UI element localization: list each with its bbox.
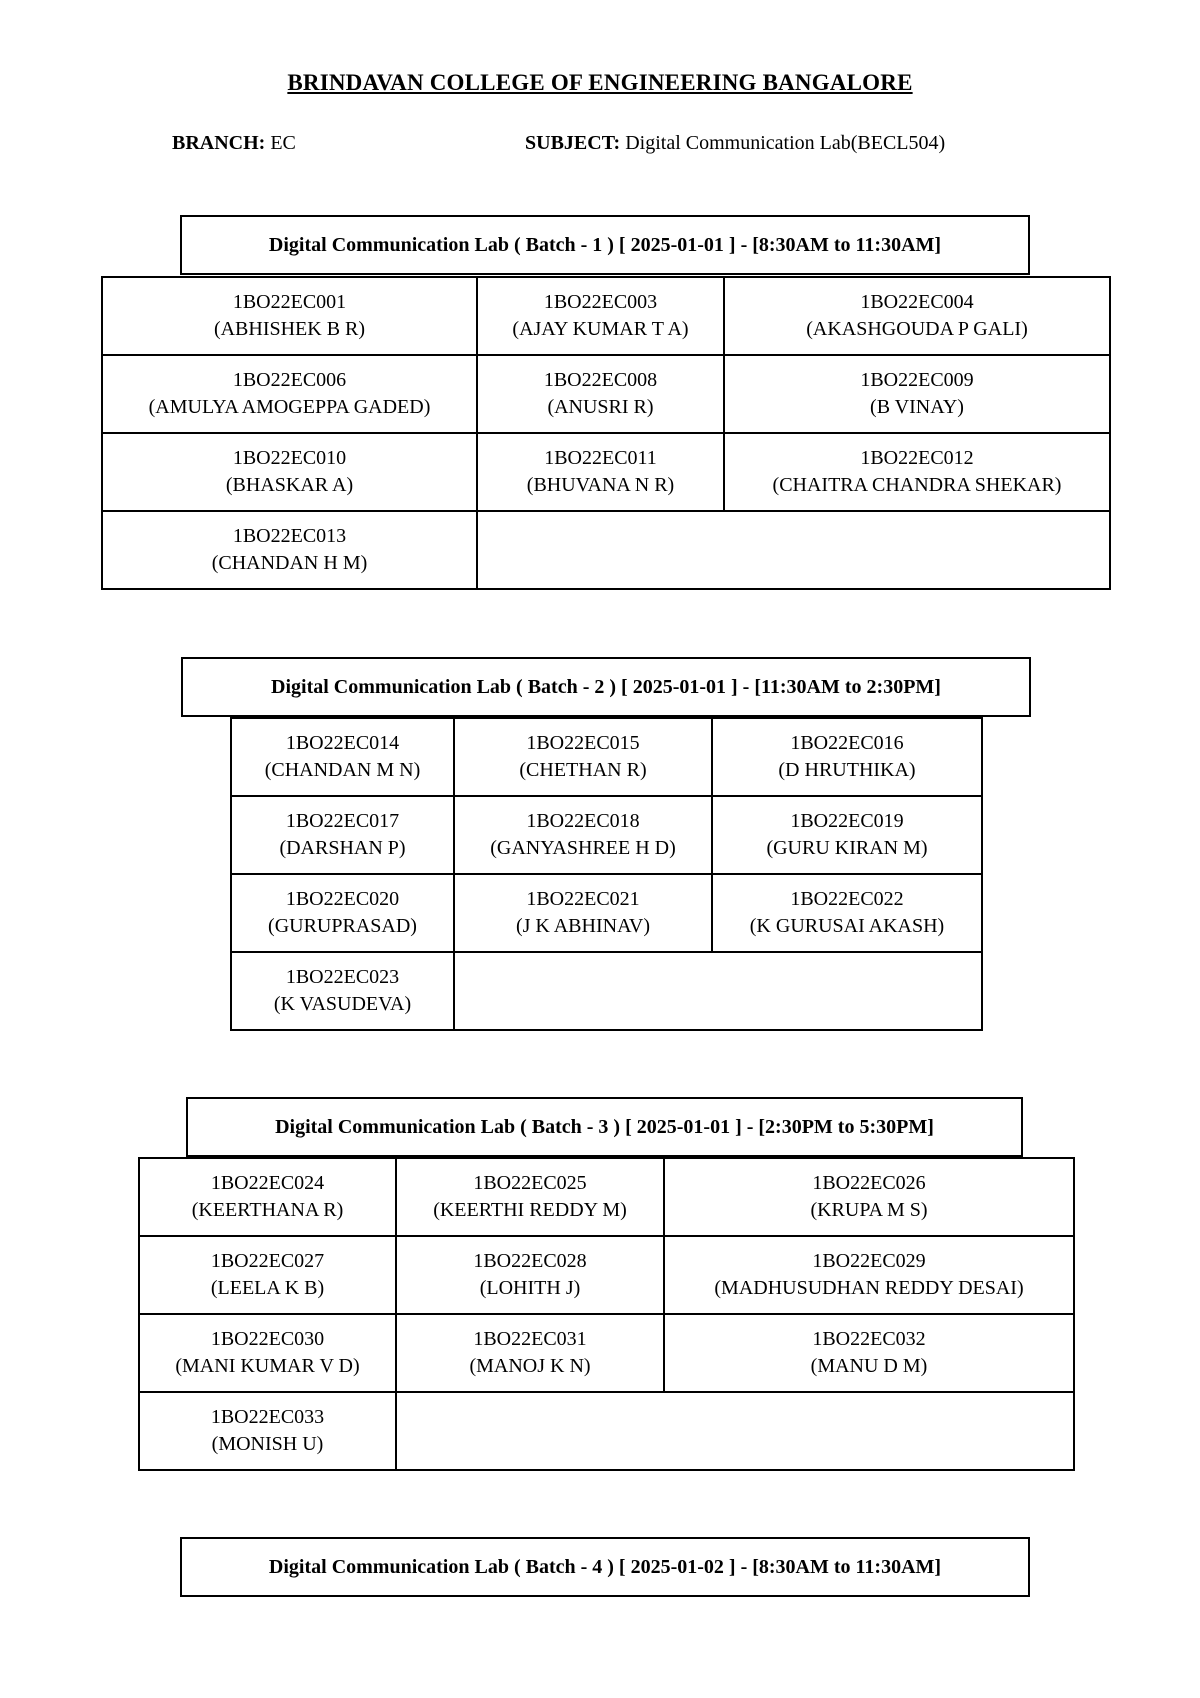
student-cell (664, 1158, 1074, 1236)
student-cell (139, 1314, 396, 1392)
student-usn: 1BO22EC026 (812, 1172, 926, 1194)
student-usn: 1BO22EC001 (232, 291, 347, 313)
table-row (102, 433, 1110, 511)
student-name: (B VINAY) (870, 396, 964, 418)
student-name: (LOHITH J) (479, 1277, 581, 1299)
student-name: (ABHISHEK B R) (213, 318, 366, 340)
student-name: (K VASUDEVA) (273, 993, 412, 1015)
batch-2-roster (230, 717, 983, 1031)
student-name: (GANYASHREE H D) (490, 837, 676, 859)
student-usn: 1BO22EC030 (210, 1328, 325, 1350)
table-row (231, 718, 982, 796)
student-usn: 1BO22EC015 (526, 732, 640, 754)
student-name: (MADHUSUDHAN REDDY DESAI) (714, 1277, 1024, 1299)
student-usn: 1BO22EC019 (790, 810, 904, 832)
student-cell (396, 1236, 664, 1314)
batch-1-title: Digital Communication Lab ( Batch - 1 ) [ 2025-01-01 ] - [8:30AM to 11:30AM] (180, 215, 1030, 275)
batch-2-title: Digital Communication Lab ( Batch - 2 ) [ 2025-01-01 ] - [11:30AM to 2:30PM] (181, 657, 1031, 717)
student-usn: 1BO22EC013 (232, 525, 347, 547)
student-name: (KEERTHANA R) (191, 1199, 344, 1221)
batch-3-title: Digital Communication Lab ( Batch - 3 ) [ 2025-01-01 ] - [2:30PM to 5:30PM] (186, 1097, 1023, 1157)
table-row (139, 1392, 1074, 1470)
subject-value: Digital Communication Lab(BECL504) (625, 132, 946, 154)
table-row (231, 952, 982, 1030)
student-name: (CHANDAN M N) (264, 759, 421, 781)
student-cell (396, 1158, 664, 1236)
student-cell (454, 874, 712, 952)
student-cell (664, 1236, 1074, 1314)
table-row (102, 277, 1110, 355)
student-cell (664, 1314, 1074, 1392)
student-cell (231, 718, 454, 796)
student-cell (102, 355, 477, 433)
student-cell (454, 718, 712, 796)
student-cell (139, 1236, 396, 1314)
student-cell (231, 874, 454, 952)
student-name: (J K ABHINAV) (515, 915, 651, 937)
student-cell (712, 718, 982, 796)
table-row (139, 1158, 1074, 1236)
student-name: (AMULYA AMOGEPPA GADED) (148, 396, 431, 418)
student-name: (K GURUSAI AKASH) (749, 915, 945, 937)
table-row (231, 796, 982, 874)
student-usn: 1BO22EC029 (812, 1250, 926, 1272)
subject-label: SUBJECT: (525, 132, 621, 154)
student-name: (GURU KIRAN M) (766, 837, 928, 859)
student-name: (BHASKAR A) (225, 474, 354, 496)
student-usn: 1BO22EC032 (812, 1328, 926, 1350)
table-row (139, 1236, 1074, 1314)
student-usn: 1BO22EC003 (543, 291, 658, 313)
student-cell (102, 433, 477, 511)
student-name: (MONISH U) (211, 1433, 324, 1455)
student-cell (139, 1392, 396, 1470)
student-name: (MANU D M) (810, 1355, 928, 1377)
empty-cell (396, 1392, 1074, 1470)
student-name: (D HRUTHIKA) (778, 759, 916, 781)
college-title: BRINDAVAN COLLEGE OF ENGINEERING BANGALORE (287, 70, 913, 95)
student-name: (BHUVANA N R) (526, 474, 675, 496)
student-cell (477, 355, 724, 433)
batch-4-title: Digital Communication Lab ( Batch - 4 ) [ 2025-01-02 ] - [8:30AM to 11:30AM] (180, 1537, 1030, 1597)
table-row (139, 1314, 1074, 1392)
student-usn: 1BO22EC022 (790, 888, 904, 910)
student-usn: 1BO22EC023 (285, 966, 400, 988)
student-usn: 1BO22EC028 (473, 1250, 587, 1272)
branch-label: BRANCH: (172, 132, 266, 154)
student-cell (396, 1314, 664, 1392)
student-usn: 1BO22EC024 (210, 1172, 325, 1194)
branch-line (172, 132, 296, 155)
student-cell (102, 277, 477, 355)
student-usn: 1BO22EC011 (544, 447, 657, 469)
student-usn: 1BO22EC017 (285, 810, 400, 832)
student-name: (CHANDAN H M) (211, 552, 368, 574)
student-cell (724, 277, 1110, 355)
student-cell (724, 433, 1110, 511)
student-cell (477, 433, 724, 511)
student-cell (712, 874, 982, 952)
batch-1-roster (101, 276, 1111, 590)
empty-cell (454, 952, 982, 1030)
student-usn: 1BO22EC021 (526, 888, 640, 910)
student-usn: 1BO22EC033 (210, 1406, 325, 1428)
empty-cell (477, 511, 1110, 589)
student-name: (CHETHAN R) (519, 759, 647, 781)
student-name: (ANUSRI R) (547, 396, 654, 418)
batch-3-roster (138, 1157, 1075, 1471)
student-name: (CHAITRA CHANDRA SHEKAR) (772, 474, 1062, 496)
table-row (231, 874, 982, 952)
student-cell (231, 952, 454, 1030)
student-usn: 1BO22EC031 (473, 1328, 587, 1350)
student-usn: 1BO22EC009 (860, 369, 974, 391)
student-usn: 1BO22EC020 (285, 888, 400, 910)
student-name: (GURUPRASAD) (268, 915, 417, 937)
student-cell (454, 796, 712, 874)
student-cell (102, 511, 477, 589)
student-usn: 1BO22EC018 (526, 810, 640, 832)
student-cell (139, 1158, 396, 1236)
student-name: (LEELA K B) (210, 1277, 325, 1299)
student-cell (724, 355, 1110, 433)
table-row (102, 511, 1110, 589)
student-cell (231, 796, 454, 874)
student-name: (AKASHGOUDA P GALI) (806, 318, 1028, 340)
student-usn: 1BO22EC027 (210, 1250, 325, 1272)
student-usn: 1BO22EC004 (860, 291, 974, 313)
student-usn: 1BO22EC025 (473, 1172, 587, 1194)
subject-line (525, 132, 945, 155)
student-name: (KEERTHI REDDY M) (433, 1199, 627, 1221)
student-usn: 1BO22EC006 (232, 369, 347, 391)
student-usn: 1BO22EC010 (232, 447, 347, 469)
student-usn: 1BO22EC012 (860, 447, 974, 469)
student-usn: 1BO22EC016 (790, 732, 904, 754)
student-cell (477, 277, 724, 355)
student-name: (AJAY KUMAR T A) (512, 318, 689, 340)
student-name: (KRUPA M S) (810, 1199, 928, 1221)
student-name: (DARSHAN P) (279, 837, 406, 859)
student-usn: 1BO22EC008 (543, 369, 658, 391)
branch-value: EC (270, 132, 296, 154)
student-name: (MANOJ K N) (469, 1355, 591, 1377)
student-name: (MANI KUMAR V D) (175, 1355, 360, 1377)
student-cell (712, 796, 982, 874)
student-usn: 1BO22EC014 (285, 732, 400, 754)
table-row (102, 355, 1110, 433)
